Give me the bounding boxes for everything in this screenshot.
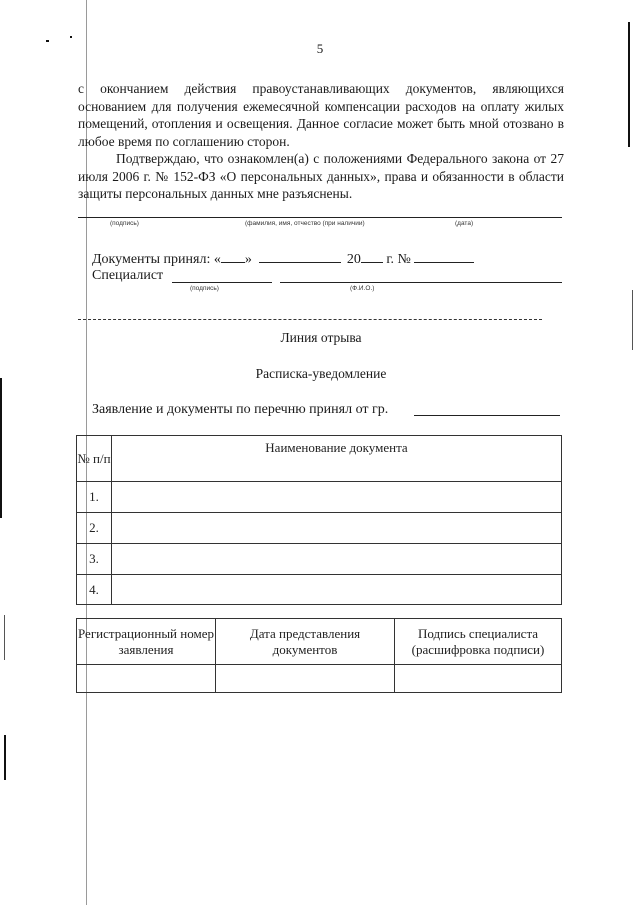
specialist-signature-field[interactable] [172, 282, 272, 283]
document-name-cell[interactable] [112, 544, 562, 575]
registration-table [76, 618, 562, 693]
month-field[interactable] [259, 250, 341, 263]
docs-accepted-label: Документы принял: « [92, 252, 221, 267]
caption-full-name: (фамилия, имя, отчество (при наличии) [245, 220, 365, 227]
scan-mark [70, 36, 72, 38]
day-field[interactable] [221, 250, 245, 263]
year-suffix: г. № [386, 252, 411, 267]
consent-paragraph-2: Подтверждаю, что ознакомлен(а) с положениями Федерального закона от 27 июля 2006 г. № 152-ФЗ «О персональных данных», права и обязанности в области защиты персональных данных мне разъяснены. [78, 151, 564, 201]
consent-text [78, 80, 564, 203]
documents-table [76, 435, 562, 605]
row-number: 3. [77, 544, 112, 575]
table-row [77, 482, 562, 513]
column-header-submission-date: Дата представления документов [216, 619, 395, 665]
caption-specialist-fio: (Ф.И.О.) [350, 285, 375, 292]
tear-line [78, 319, 542, 320]
submission-date-cell[interactable] [216, 665, 395, 693]
row-number: 2. [77, 513, 112, 544]
document-name-cell[interactable] [112, 513, 562, 544]
caption-signature: (подпись) [110, 220, 139, 227]
row-number: 4. [77, 575, 112, 605]
document-name-cell[interactable] [112, 575, 562, 605]
consent-paragraph-1: с окончанием действия правоустанавливающих документов, являющихся основанием для получения ежемесячной компенсации расходов на оплату жилых помещений, отопления и освещения. Данное согласие может быть мной отозвано в любое время по соглашению сторон. [78, 81, 564, 149]
specialist-label: Специалист [92, 268, 164, 283]
scan-mark [4, 735, 6, 780]
specialist-signature-cell[interactable] [395, 665, 562, 693]
page-number: 5 [316, 41, 324, 56]
scan-mark [632, 290, 633, 350]
table-row [77, 544, 562, 575]
year-field[interactable] [361, 250, 383, 263]
table-row [77, 665, 562, 693]
doc-number-field[interactable] [414, 250, 474, 263]
specialist-name-field[interactable] [280, 282, 562, 283]
docs-accepted-line [92, 250, 474, 268]
receipt-title: Расписка-уведомление [255, 366, 387, 381]
table-row [77, 575, 562, 605]
year-prefix: 20 [346, 252, 361, 267]
accepted-from-label: Заявление и документы по перечню принял от гр. [92, 402, 389, 417]
scan-mark [0, 378, 2, 518]
column-header-registration-number: Регистрационный номер заявления [77, 619, 216, 665]
column-header-specialist-signature: Подпись специалиста (расшифровка подписи) [395, 619, 562, 665]
scan-mark [4, 615, 5, 660]
row-number: 1. [77, 482, 112, 513]
column-header-document-name: Наименование документа [112, 436, 562, 482]
document-name-cell[interactable] [112, 482, 562, 513]
caption-date: (дата) [455, 220, 474, 227]
registration-number-cell[interactable] [77, 665, 216, 693]
quote-close: » [244, 252, 252, 267]
caption-specialist-signature: (подпись) [190, 285, 219, 292]
table-row [77, 513, 562, 544]
signature-line[interactable] [78, 217, 562, 218]
accepted-from-field[interactable] [414, 415, 560, 416]
tear-line-label: Линия отрыва [280, 330, 362, 345]
column-header-number: № п/п [77, 436, 112, 482]
